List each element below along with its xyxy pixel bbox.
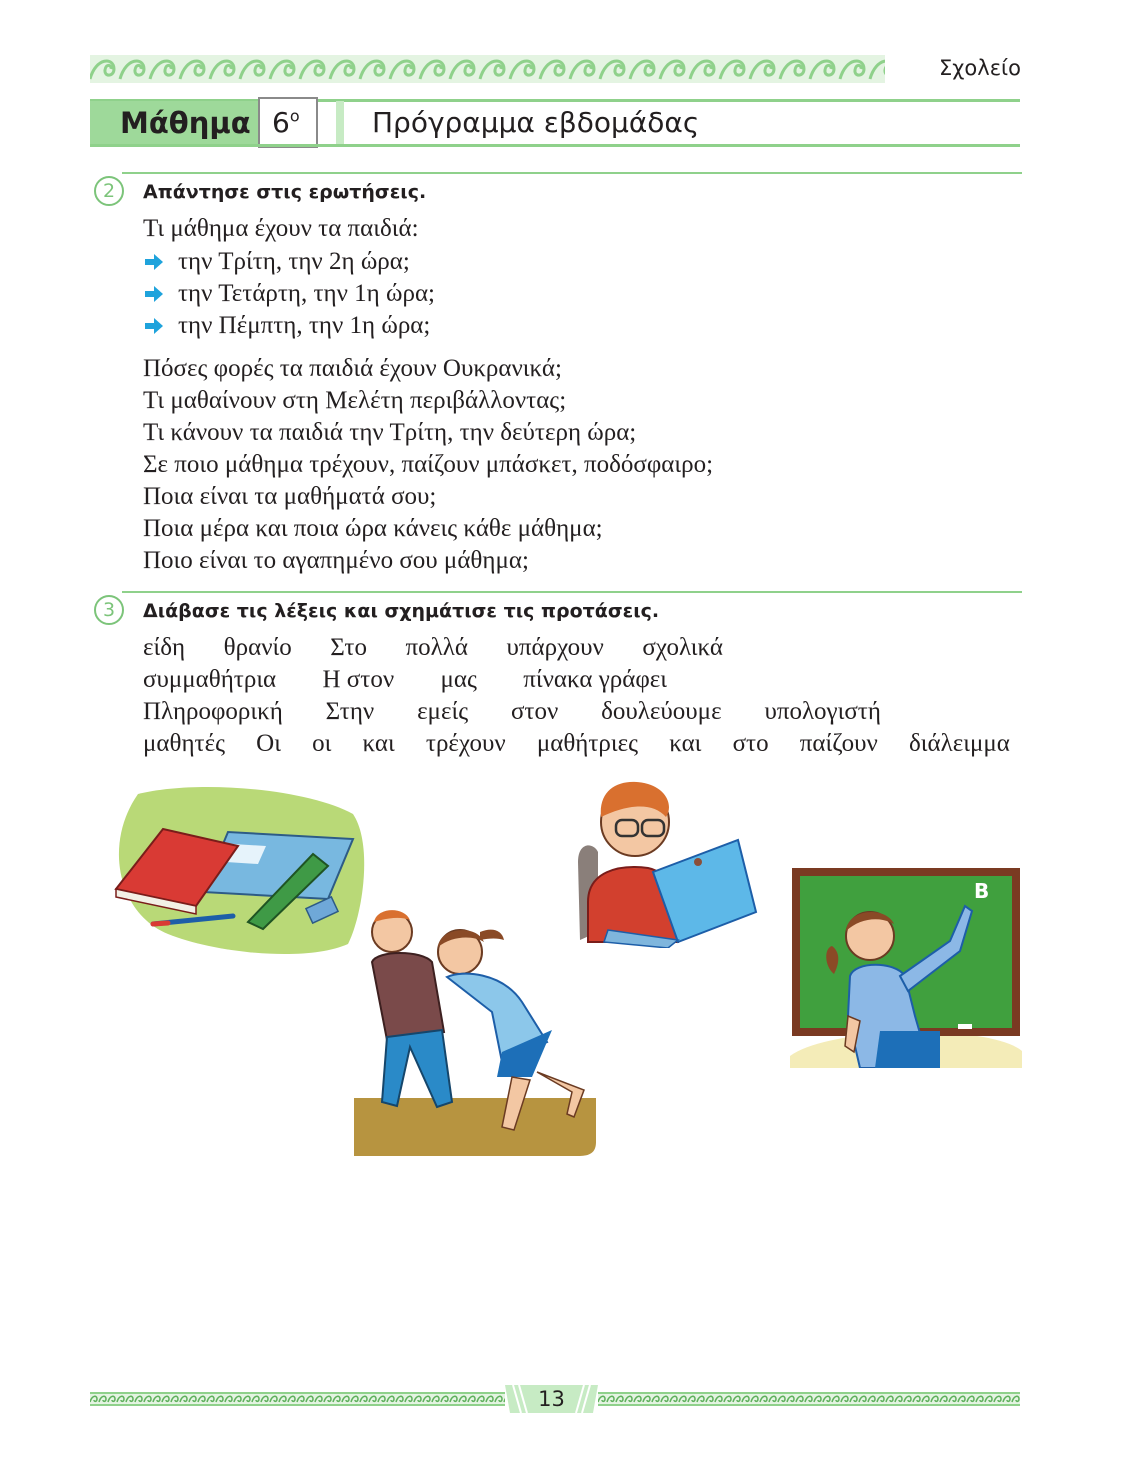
header-rule-bottom [90,144,1020,147]
question: Ποια είναι τα μαθήματά σου; [143,483,437,510]
section-2-intro: Τι μάθημα έχουν τα παιδιά: [143,215,419,242]
chapter-title: Σχολείο [939,56,1021,80]
bullet-item: την Τετάρτη, την 1η ώρα; [178,280,435,307]
children-playing-illustration [352,902,600,1158]
lesson-number: $6^o$ [272,106,300,139]
word: Στο [330,634,367,661]
footer-wave-right [598,1392,1020,1406]
footer-wave-left [90,1392,505,1406]
word: είδη [143,634,186,661]
word: υπολογιστή [764,698,881,725]
word: θρανίο [223,634,292,661]
word: τρέχουν [425,730,506,757]
word: παίζουν [799,730,878,757]
page-number: 13 [538,1387,565,1411]
word-row-1 [143,634,723,662]
word: και [362,730,395,757]
decorative-wave-band [90,55,885,83]
word: στο [732,730,769,757]
section-2-number: 2 [94,176,124,206]
school-supplies-illustration [108,784,366,960]
word: μαθήτριες [536,730,639,757]
word: εμείς [417,698,469,725]
word: Πληροφορική [143,698,283,725]
question: Τι κάνουν τα παιδιά την Τρίτη, την δεύτερη ώρα; [143,419,637,446]
word: οι [312,730,332,757]
header-separator [336,101,344,145]
word: Η στον [322,666,395,693]
arrow-right-icon [143,252,165,272]
question: Σε ποιο μάθημα τρέχουν, παίζουν μπάσκετ, ποδόσφαιρο; [143,451,714,478]
bullet-item: την Πέμπτη, την 1η ώρα; [178,312,431,339]
board-letter: B [974,879,990,903]
word-row-3 [143,698,881,726]
lesson-title: Πρόγραμμα εβδομάδας [372,106,700,139]
bullet-item: την Τρίτη, την 2η ώρα; [178,248,410,275]
lesson-label: Μάθημα [120,106,251,140]
word: Οι [256,730,281,757]
word: μας [440,666,477,693]
question: Ποια μέρα και ποια ώρα κάνεις κάθε μάθημα; [143,515,603,542]
word: συμμαθήτρια [143,666,277,693]
word: δουλεύουμε [601,698,722,725]
boy [372,910,452,1107]
word: και [669,730,702,757]
word: στον [510,698,559,725]
section-2-instruction: Απάντησε στις ερωτήσεις. [143,181,427,203]
section-3-number: 3 [94,595,124,625]
section-3-rule [122,591,1022,593]
question: Ποιο είναι το αγαπημένο σου μάθημα; [143,547,529,574]
arrow-right-icon [143,284,165,304]
word: σχολικά [642,634,723,661]
section-3-instruction: Διάβασε τις λέξεις και σχημάτισε τις προτάσεις. [143,600,660,622]
word-row-2 [143,666,667,694]
word: πολλά [405,634,468,661]
word: μαθητές [143,730,225,757]
question: Τι μαθαίνουν στη Μελέτη περιβάλλοντας; [143,387,567,414]
girl-blackboard-illustration [790,866,1022,1068]
word: Στην [325,698,375,725]
word: διάλειμμα [909,730,1010,757]
word: υπάρχουν [506,634,604,661]
section-2-rule [122,172,1022,174]
word: πίνακα γράφει [523,666,667,693]
arrow-right-icon [143,316,165,336]
word-row-4 [143,730,1010,758]
question: Πόσες φορές τα παιδιά έχουν Ουκρανικά; [143,355,562,382]
